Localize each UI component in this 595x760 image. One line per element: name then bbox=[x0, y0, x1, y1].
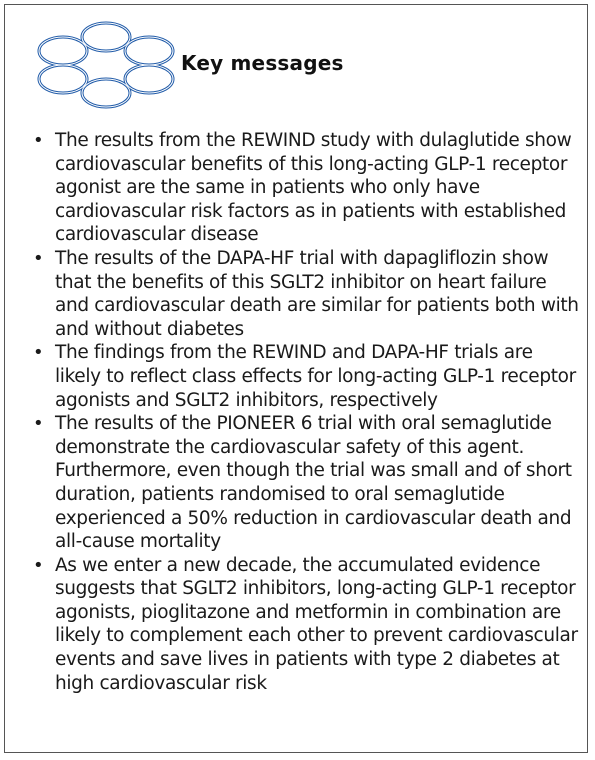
message-text: The results of the PIONEER 6 trial with oral semaglutide demonstrate the cardiovascular safety of this agent. Furthermore, even though the trial was small and of short duration, patients randomised to oral semaglutide experienced a 50% reduction in cardiovascular death and all-cause mortality bbox=[55, 413, 572, 553]
key-messages-list bbox=[33, 129, 581, 695]
list-item bbox=[33, 341, 581, 412]
list-item bbox=[33, 247, 581, 341]
message-text: The findings from the REWIND and DAPA-HF trials are likely to reflect class effects for long-acting GLP-1 receptor agonists and SGLT2 inhibitors, respectively bbox=[55, 342, 576, 411]
bullet-icon: • bbox=[33, 413, 44, 435]
list-item bbox=[33, 412, 581, 554]
list-item bbox=[33, 129, 581, 247]
bullet-icon: • bbox=[33, 342, 44, 364]
bullet-icon: • bbox=[33, 130, 44, 151]
box-title: Key messages bbox=[181, 51, 344, 75]
list-item bbox=[33, 554, 581, 696]
message-text: The results from the REWIND study with dulaglutide show cardiovascular benefits of this long-acting GLP-1 receptor agonist are the same in patients who only have cardiovascular risk factors as in patients with established cardiovascular disease bbox=[55, 130, 572, 246]
ring-chain-icon bbox=[31, 15, 181, 115]
key-messages-box bbox=[4, 4, 588, 753]
bullet-icon: • bbox=[33, 247, 44, 269]
bullet-icon: • bbox=[33, 554, 44, 576]
message-text: As we enter a new decade, the accumulated evidence suggests that SGLT2 inhibitors, long-acting GLP-1 receptor agonists, pioglitazone and metformin in combination are likely to complement each other to prevent cardiovascular events and save lives in patients with type 2 diabetes at high cardiovascular risk bbox=[55, 554, 578, 694]
message-text: The results of the DAPA-HF trial with dapagliflozin show that the benefits of this SGLT2 inhibitor on heart failure and cardiovascular death are similar for patients both with and without diabetes bbox=[55, 247, 579, 340]
